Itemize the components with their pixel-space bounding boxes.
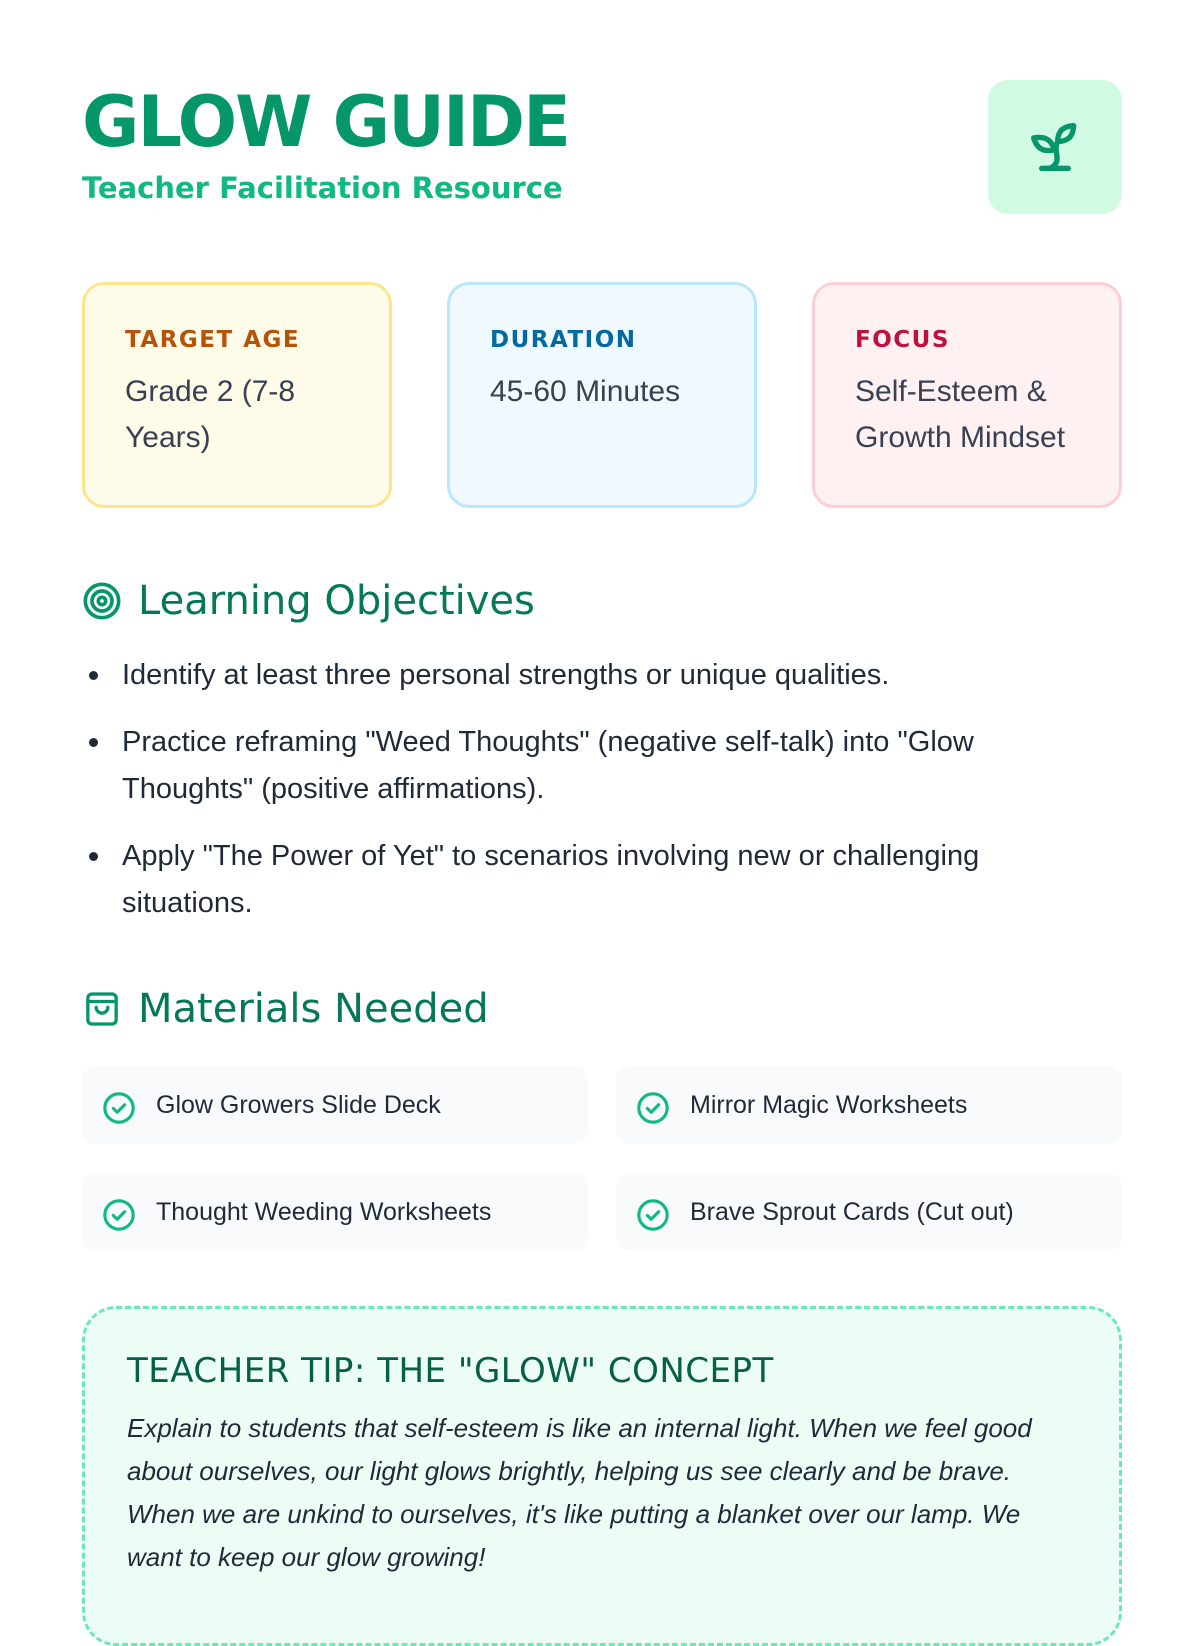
- material-item: [616, 1066, 1122, 1144]
- info-cards: [82, 282, 1122, 508]
- objectives-list: [82, 652, 1042, 947]
- material-label: Glow Growers Slide Deck: [156, 1090, 441, 1119]
- card-label: DURATION: [490, 327, 637, 353]
- page-subtitle: Teacher Facilitation Resource: [82, 171, 563, 205]
- target-icon: [82, 581, 122, 621]
- target-age-card: [82, 282, 392, 508]
- card-value: Grade 2 (7-8 Years): [125, 375, 296, 454]
- material-label: Brave Sprout Cards (Cut out): [690, 1197, 1014, 1226]
- card-value: 45-60 Minutes: [490, 375, 681, 408]
- material-item: [82, 1066, 588, 1144]
- material-label: Mirror Magic Worksheets: [690, 1090, 968, 1119]
- tip-body: Explain to students that self-esteem is like an internal light. When we feel good about ourselves, our light glows brightly, helping us see clearly and be brave. When we are unkind to ourselves, it's like putting a blanket over our lamp. We want to keep our glow growing!: [127, 1413, 1032, 1572]
- sprout-icon: [1023, 115, 1087, 179]
- list-item: Apply "The Power of Yet" to scenarios involving new or challenging situations.: [82, 833, 1042, 927]
- material-label: Thought Weeding Worksheets: [156, 1197, 492, 1226]
- check-circle-icon: [102, 1198, 136, 1232]
- focus-card: [812, 282, 1122, 508]
- header: [82, 80, 1122, 220]
- tip-heading: TEACHER TIP: THE "GLOW" CONCEPT: [127, 1351, 774, 1391]
- check-circle-icon: [636, 1198, 670, 1232]
- check-circle-icon: [636, 1091, 670, 1125]
- materials-heading: Materials Needed: [138, 986, 489, 1032]
- duration-card: [447, 282, 757, 508]
- card-label: FOCUS: [855, 327, 950, 353]
- objectives-heading-row: [82, 576, 535, 626]
- card-label: TARGET AGE: [125, 327, 301, 353]
- card-value: Self-Esteem & Growth Mindset: [855, 375, 1066, 454]
- material-item: [82, 1173, 588, 1251]
- materials-heading-row: [82, 984, 489, 1034]
- logo-badge: [988, 80, 1122, 214]
- list-item: Identify at least three personal strengths or unique qualities.: [82, 652, 1042, 699]
- materials-grid: [82, 1066, 1122, 1252]
- teacher-tip-box: [82, 1306, 1122, 1646]
- material-item: [616, 1173, 1122, 1251]
- check-circle-icon: [102, 1091, 136, 1125]
- shopping-bag-icon: [82, 989, 122, 1029]
- page-title: GLOW GUIDE: [82, 81, 569, 163]
- list-item: Practice reframing "Weed Thoughts" (negative self-talk) into "Glow Thoughts" (positive affirmations).: [82, 719, 1042, 813]
- objectives-heading: Learning Objectives: [138, 578, 535, 624]
